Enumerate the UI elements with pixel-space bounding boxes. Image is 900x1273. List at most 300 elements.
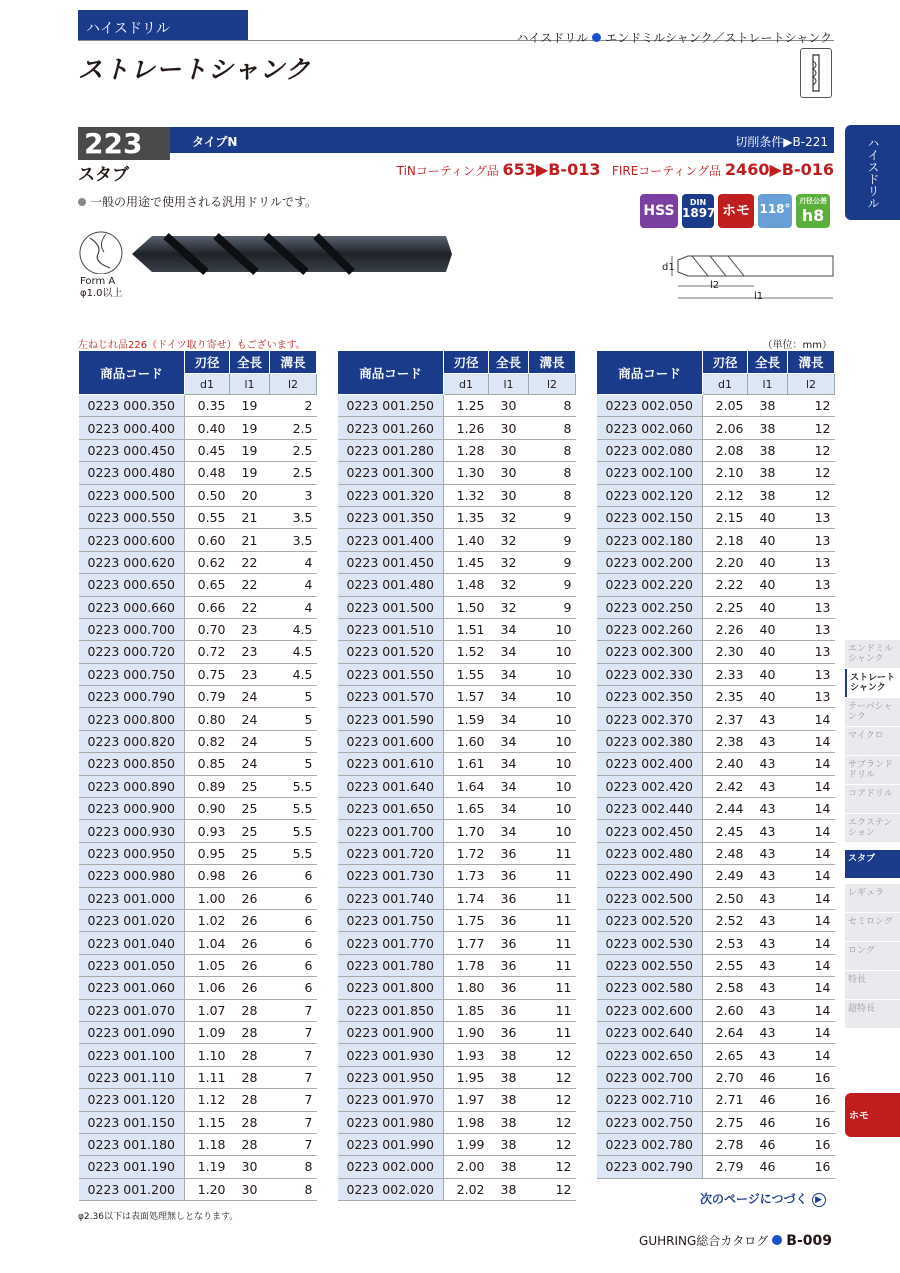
diameter: 1.99: [444, 1133, 489, 1155]
homo-badge: ホモ: [718, 194, 754, 228]
diameter: 1.10: [185, 1044, 230, 1066]
total-length: 38: [748, 439, 788, 461]
table-row: [597, 574, 835, 596]
total-length: 38: [489, 1044, 529, 1066]
diameter: 0.85: [185, 753, 230, 775]
total-length: 24: [230, 753, 270, 775]
hss-badge: HSS: [640, 194, 678, 228]
diameter: 1.12: [185, 1089, 230, 1111]
table-row: [79, 395, 317, 417]
total-length: 46: [748, 1133, 788, 1155]
product-code: 0223 001.020: [79, 909, 185, 931]
page-title: ストレートシャンク: [78, 55, 312, 84]
table-row: [597, 909, 835, 931]
diameter: 1.00: [185, 887, 230, 909]
diameter: 1.50: [444, 596, 489, 618]
diameter: 0.45: [185, 439, 230, 461]
diameter: 2.37: [703, 708, 748, 730]
diameter: 2.78: [703, 1133, 748, 1155]
total-length: 36: [489, 977, 529, 999]
left-hand-note: 左ねじれ品226（ドイツ取り寄せ）もございます。: [78, 340, 306, 351]
product-code: 0223 002.120: [597, 484, 703, 506]
product-code: 0223 001.060: [79, 977, 185, 999]
flute-length: 9: [529, 596, 576, 618]
table-row: [338, 1178, 576, 1200]
product-code: 0223 001.900: [338, 1021, 444, 1043]
side-nav-item[interactable]: エクステンション: [845, 814, 900, 842]
table-row: [338, 484, 576, 506]
table-row: [79, 618, 317, 640]
diameter: 2.30: [703, 641, 748, 663]
total-length: 34: [489, 708, 529, 730]
product-code: 0223 002.080: [597, 439, 703, 461]
flute-length: 14: [788, 753, 835, 775]
flute-length: 16: [788, 1111, 835, 1133]
total-length: 26: [230, 887, 270, 909]
diameter: 1.02: [185, 909, 230, 931]
total-length: 40: [748, 596, 788, 618]
flute-length: 14: [788, 842, 835, 864]
total-length: 40: [748, 686, 788, 708]
total-length: 36: [489, 865, 529, 887]
diameter: 0.70: [185, 618, 230, 640]
total-length: 43: [748, 909, 788, 931]
product-code: 0223 001.930: [338, 1044, 444, 1066]
product-code: 0223 001.350: [338, 506, 444, 528]
flute-length: 12: [788, 439, 835, 461]
diameter: 1.60: [444, 730, 489, 752]
diameter: 0.66: [185, 596, 230, 618]
diameter: 1.40: [444, 529, 489, 551]
diameter: 2.26: [703, 618, 748, 640]
flute-length: 5.5: [270, 820, 317, 842]
table-row: [597, 1111, 835, 1133]
product-code: 0223 002.440: [597, 798, 703, 820]
product-code: 0223 001.480: [338, 574, 444, 596]
total-length: 22: [230, 596, 270, 618]
diameter: 1.15: [185, 1111, 230, 1133]
diameter: 2.08: [703, 439, 748, 461]
total-length: 30: [230, 1178, 270, 1200]
product-code: 0223 002.180: [597, 529, 703, 551]
diameter: 1.77: [444, 932, 489, 954]
flute-length: 14: [788, 820, 835, 842]
diameter: 1.52: [444, 641, 489, 663]
continue-link[interactable]: [700, 1190, 826, 1207]
diameter: 1.51: [444, 618, 489, 640]
col-header-code: 商品コード: [79, 351, 185, 395]
product-code: 0223 002.710: [597, 1089, 703, 1111]
product-code: 0223 002.420: [597, 775, 703, 797]
product-code: 0223 001.250: [338, 395, 444, 417]
flute-length: 10: [529, 775, 576, 797]
table-row: [79, 753, 317, 775]
diameter: 2.75: [703, 1111, 748, 1133]
product-code: 0223 002.350: [597, 686, 703, 708]
table-row: [597, 842, 835, 864]
flute-length: 14: [788, 1021, 835, 1043]
diameter: 1.06: [185, 977, 230, 999]
flute-length: 6: [270, 954, 317, 976]
total-length: 28: [230, 999, 270, 1021]
total-length: 43: [748, 775, 788, 797]
flute-length: 11: [529, 1021, 576, 1043]
product-code: 0223 002.380: [597, 730, 703, 752]
table-row: [338, 439, 576, 461]
flute-length: 12: [788, 484, 835, 506]
flute-length: 14: [788, 909, 835, 931]
flute-length: 10: [529, 820, 576, 842]
table-row: [338, 618, 576, 640]
table-row: [597, 708, 835, 730]
product-code: 0223 001.520: [338, 641, 444, 663]
total-length: 40: [748, 551, 788, 573]
table-row: [338, 1089, 576, 1111]
side-nav-item[interactable]: レギュラ: [845, 884, 900, 912]
flute-length: 12: [788, 462, 835, 484]
total-length: 26: [230, 977, 270, 999]
product-code: 0223 000.500: [79, 484, 185, 506]
total-length: 38: [748, 462, 788, 484]
flute-length: 7: [270, 1066, 317, 1088]
product-code: 0223 001.850: [338, 999, 444, 1021]
table-row: [597, 395, 835, 417]
side-tab-hss-drill[interactable]: ハイスドリル: [845, 125, 900, 220]
table-row: [338, 798, 576, 820]
total-length: 32: [489, 574, 529, 596]
table-row: [338, 596, 576, 618]
side-nav-item[interactable]: テーパシャンク: [845, 698, 900, 726]
product-code: 0223 002.400: [597, 753, 703, 775]
diameter: 1.55: [444, 663, 489, 685]
unit-label: （単位：mm）: [762, 340, 832, 351]
table-row: [338, 842, 576, 864]
table-row: [338, 820, 576, 842]
total-length: 43: [748, 708, 788, 730]
product-description: [78, 193, 317, 210]
flute-length: 3.5: [270, 506, 317, 528]
table-row: [79, 887, 317, 909]
total-length: 30: [489, 417, 529, 439]
side-nav: [845, 640, 900, 1029]
diameter: 1.85: [444, 999, 489, 1021]
diameter: 1.93: [444, 1044, 489, 1066]
diameter: 2.52: [703, 909, 748, 931]
total-length: 36: [489, 999, 529, 1021]
table-row: [597, 686, 835, 708]
table-row: [338, 417, 576, 439]
total-length: 43: [748, 1021, 788, 1043]
table-row: [338, 1156, 576, 1178]
table-row: [597, 775, 835, 797]
product-code: 0223 000.890: [79, 775, 185, 797]
total-length: 43: [748, 1044, 788, 1066]
diameter: 2.12: [703, 484, 748, 506]
product-code: 0223 002.550: [597, 954, 703, 976]
table-row: [597, 730, 835, 752]
diameter: 1.90: [444, 1021, 489, 1043]
diameter: 1.32: [444, 484, 489, 506]
product-code: 0223 000.950: [79, 842, 185, 864]
side-nav-item[interactable]: エンドミルシャンク: [845, 640, 900, 668]
product-code: 0223 001.190: [79, 1156, 185, 1178]
product-code: 0223 000.350: [79, 395, 185, 417]
product-code: 0223 001.730: [338, 865, 444, 887]
total-length: 28: [230, 1089, 270, 1111]
product-subtitle: スタブ: [78, 165, 129, 185]
product-code: 0223 000.900: [79, 798, 185, 820]
flute-length: 2.5: [270, 417, 317, 439]
table-row: [79, 909, 317, 931]
fire-coating-ref[interactable]: 2460▶B-016: [724, 160, 834, 179]
total-length: 40: [748, 663, 788, 685]
total-length: 36: [489, 842, 529, 864]
flute-length: 12: [529, 1044, 576, 1066]
page-number: B-009: [786, 1233, 832, 1249]
flute-length: 13: [788, 686, 835, 708]
product-code: 0223 002.060: [597, 417, 703, 439]
flute-length: 14: [788, 708, 835, 730]
breadcrumb-item-1: ハイスドリル: [516, 31, 589, 45]
product-code: 0223 001.650: [338, 798, 444, 820]
product-code: 0223 000.720: [79, 641, 185, 663]
total-length: 43: [748, 887, 788, 909]
diameter: 2.42: [703, 775, 748, 797]
product-code: 0223 000.930: [79, 820, 185, 842]
bullet-icon: [78, 198, 86, 206]
table-row: [597, 618, 835, 640]
diameter: 2.15: [703, 506, 748, 528]
total-length: 38: [489, 1111, 529, 1133]
total-length: 28: [230, 1021, 270, 1043]
flute-length: 16: [788, 1066, 835, 1088]
col-sym-l1: l1: [230, 374, 270, 395]
side-nav-item[interactable]: コアドリル: [845, 785, 900, 813]
diameter: 2.33: [703, 663, 748, 685]
fire-coating-label: FIREコーティング品: [611, 164, 722, 178]
total-length: 43: [748, 753, 788, 775]
diameter: 2.02: [444, 1178, 489, 1200]
flute-length: 14: [788, 865, 835, 887]
tin-coating-label: TiNコーティング品: [396, 164, 499, 178]
product-code: 0223 002.490: [597, 865, 703, 887]
table-row: [79, 1178, 317, 1200]
side-nav-item[interactable]: ロング: [845, 942, 900, 970]
side-nav-item[interactable]: 超特長: [845, 1000, 900, 1028]
total-length: 19: [230, 439, 270, 461]
side-nav-item[interactable]: セミロング: [845, 913, 900, 941]
flute-length: 5: [270, 708, 317, 730]
diameter: 1.04: [185, 932, 230, 954]
diameter: 0.93: [185, 820, 230, 842]
total-length: 30: [489, 484, 529, 506]
total-length: 23: [230, 663, 270, 685]
table-row: [79, 551, 317, 573]
table-row: [79, 730, 317, 752]
table-row: [597, 798, 835, 820]
diameter: 0.72: [185, 641, 230, 663]
product-code: 0223 002.100: [597, 462, 703, 484]
total-length: 21: [230, 506, 270, 528]
table-row: [79, 1089, 317, 1111]
product-code: 0223 001.970: [338, 1089, 444, 1111]
flute-length: 13: [788, 574, 835, 596]
flute-length: 12: [529, 1133, 576, 1155]
tin-coating-ref[interactable]: 653▶B-013: [502, 160, 601, 179]
total-length: 46: [748, 1066, 788, 1088]
table-row: [79, 462, 317, 484]
side-nav-item[interactable]: 特長: [845, 971, 900, 999]
total-length: 30: [489, 439, 529, 461]
diameter: 2.55: [703, 954, 748, 976]
diameter: 2.22: [703, 574, 748, 596]
breadcrumb-item-2: エンドミルシャンク／ストレートシャンク: [605, 31, 832, 45]
table-row: [597, 439, 835, 461]
product-code: 0223 002.050: [597, 395, 703, 417]
table-row: [79, 596, 317, 618]
col-sym-l1: l1: [489, 374, 529, 395]
product-code: 0223 001.780: [338, 954, 444, 976]
table-row: [338, 887, 576, 909]
product-code: 0223 001.300: [338, 462, 444, 484]
table-row: [597, 865, 835, 887]
col-sym-l2: l2: [529, 374, 576, 395]
product-code: 0223 002.600: [597, 999, 703, 1021]
side-nav-item[interactable]: サブランドドリル: [845, 756, 900, 784]
table-row: [79, 775, 317, 797]
table-row: [338, 1021, 576, 1043]
total-length: 23: [230, 618, 270, 640]
total-length: 20: [230, 484, 270, 506]
table-row: [597, 1021, 835, 1043]
catalog-name: GUHRING総合カタログ: [639, 1234, 769, 1248]
flute-length: 11: [529, 977, 576, 999]
table-row: [338, 977, 576, 999]
flute-length: 11: [529, 887, 576, 909]
total-length: 32: [489, 529, 529, 551]
table-row: [338, 1133, 576, 1155]
side-nav-item[interactable]: マイクロ: [845, 727, 900, 755]
spec-table-1: [78, 350, 317, 1201]
form-range: φ1.0以上: [80, 288, 123, 299]
footer-dot-icon: [772, 1235, 782, 1245]
total-length: 34: [489, 618, 529, 640]
total-length: 40: [748, 641, 788, 663]
table-row: [597, 506, 835, 528]
flute-length: 9: [529, 506, 576, 528]
col-header-flute: 溝長: [788, 351, 835, 374]
product-code: 0223 002.640: [597, 1021, 703, 1043]
total-length: 38: [489, 1089, 529, 1111]
table-row: [597, 596, 835, 618]
side-nav-item[interactable]: ストレートシャンク: [845, 669, 900, 697]
total-length: 19: [230, 417, 270, 439]
table-row: [79, 932, 317, 954]
total-length: 43: [748, 977, 788, 999]
product-code: 0223 001.770: [338, 932, 444, 954]
table-row: [597, 753, 835, 775]
flute-length: 14: [788, 954, 835, 976]
diameter: 2.60: [703, 999, 748, 1021]
diameter: 1.59: [444, 708, 489, 730]
product-code: 0223 002.790: [597, 1156, 703, 1178]
total-length: 21: [230, 529, 270, 551]
table-row: [338, 999, 576, 1021]
diameter: 2.45: [703, 820, 748, 842]
flute-length: 7: [270, 1111, 317, 1133]
flute-length: 4: [270, 551, 317, 573]
diameter: 0.35: [185, 395, 230, 417]
flute-length: 12: [788, 395, 835, 417]
tolerance-badge: [796, 194, 830, 228]
diameter: 0.48: [185, 462, 230, 484]
diameter: 2.25: [703, 596, 748, 618]
total-length: 36: [489, 932, 529, 954]
total-length: 46: [748, 1111, 788, 1133]
diameter: 2.71: [703, 1089, 748, 1111]
table-row: [597, 484, 835, 506]
diameter: 2.64: [703, 1021, 748, 1043]
total-length: 43: [748, 730, 788, 752]
product-code: 0223 002.480: [597, 842, 703, 864]
diameter: 1.74: [444, 887, 489, 909]
total-length: 25: [230, 798, 270, 820]
table-row: [338, 954, 576, 976]
diameter: 1.07: [185, 999, 230, 1021]
flute-length: 7: [270, 1021, 317, 1043]
product-code: 0223 001.610: [338, 753, 444, 775]
diameter: 1.19: [185, 1156, 230, 1178]
flute-length: 12: [529, 1066, 576, 1088]
table-row: [79, 574, 317, 596]
flute-length: 2: [270, 395, 317, 417]
product-code: 0223 000.550: [79, 506, 185, 528]
table-row: [338, 730, 576, 752]
total-length: 26: [230, 932, 270, 954]
table-row: [79, 1066, 317, 1088]
total-length: 22: [230, 574, 270, 596]
table-row: [338, 529, 576, 551]
side-tab-homo[interactable]: ホモ: [845, 1093, 900, 1137]
col-sym-d1: d1: [444, 374, 489, 395]
col-header-total: 全長: [230, 351, 270, 374]
flute-length: 4: [270, 596, 317, 618]
flute-length: 12: [529, 1178, 576, 1200]
cutting-condition-link[interactable]: 切削条件▶B-221: [735, 135, 828, 149]
continue-label: 次のページにつづく: [700, 1192, 808, 1206]
diameter: 2.05: [703, 395, 748, 417]
d1-label: d1: [662, 262, 675, 273]
total-length: 38: [489, 1156, 529, 1178]
flute-length: 14: [788, 730, 835, 752]
side-nav-item[interactable]: スタブ: [845, 850, 900, 878]
flute-length: 5: [270, 686, 317, 708]
flute-length: 13: [788, 618, 835, 640]
drill-dimension-diagram: [658, 250, 838, 304]
flute-length: 10: [529, 708, 576, 730]
table-row: [597, 1044, 835, 1066]
table-row: [79, 1044, 317, 1066]
product-code: 0223 001.750: [338, 909, 444, 931]
table-row: [338, 506, 576, 528]
diameter: 0.65: [185, 574, 230, 596]
total-length: 38: [748, 395, 788, 417]
diameter: 1.48: [444, 574, 489, 596]
table-row: [338, 865, 576, 887]
total-length: 32: [489, 551, 529, 573]
flute-length: 8: [529, 395, 576, 417]
total-length: 36: [489, 954, 529, 976]
